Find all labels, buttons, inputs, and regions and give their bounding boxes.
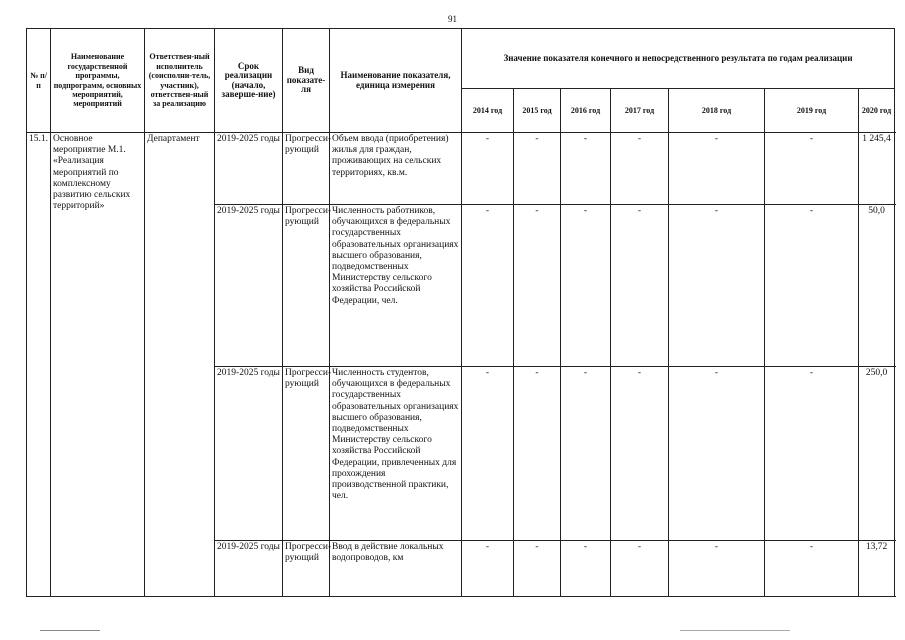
indicator-name-cell: Объем ввода (приобретения) жилья для граждан, проживающих на сельских территориях, кв.м. — [330, 133, 462, 205]
value-cell: - — [765, 541, 859, 597]
value-cell: - — [462, 205, 514, 367]
responsible-executor: Департамент — [145, 133, 215, 597]
header-num: № п/п — [27, 29, 51, 133]
value-cell-2020: 13,72 — [859, 541, 895, 597]
value-cell: - — [462, 541, 514, 597]
value-cell: - — [561, 205, 611, 367]
period-cell: 2019-2025 годы — [215, 205, 283, 367]
header-year: 2014 год — [462, 89, 514, 133]
page-number: 91 — [448, 14, 457, 24]
header-values-group: Значение показателя конечного и непосредственного результата по годам реализации — [462, 29, 895, 89]
value-cell: - — [514, 133, 561, 205]
value-cell-2020: 50,0 — [859, 205, 895, 367]
indicator-type-cell: Прогресси-рующий — [283, 541, 330, 597]
indicator-type-cell: Прогресси-рующий — [283, 205, 330, 367]
row-number: 15.1. — [27, 133, 51, 597]
value-cell: - — [765, 367, 859, 541]
indicator-name-cell: Численность работников, обучающихся в федеральных государственных образовательных организациях высшего образования, подведомственных Министерству сельского хозяйства Российской Федерации, чел. — [330, 205, 462, 367]
value-cell: - — [765, 133, 859, 205]
indicator-table — [26, 28, 895, 597]
header-program: Наименование государственной программы, подпрограмм, основных мероприятий, мероприятий — [51, 29, 145, 133]
value-cell: - — [669, 541, 765, 597]
value-cell: - — [765, 205, 859, 367]
value-cell-2020: 250,0 — [859, 367, 895, 541]
value-cell: - — [561, 367, 611, 541]
indicator-type-cell: Прогресси-рующий — [283, 133, 330, 205]
value-cell: - — [462, 133, 514, 205]
table-row — [27, 133, 895, 205]
header-year: 2019 год — [765, 89, 859, 133]
value-cell: - — [514, 541, 561, 597]
period-cell: 2019-2025 годы — [215, 367, 283, 541]
header-year: 2017 год — [611, 89, 669, 133]
value-cell: - — [561, 541, 611, 597]
header-indicator: Наименование показателя, единица измерения — [330, 29, 462, 133]
period-cell: 2019-2025 годы — [215, 133, 283, 205]
value-cell: - — [669, 205, 765, 367]
value-cell: - — [611, 367, 669, 541]
header-year: 2015 год — [514, 89, 561, 133]
header-period: Срок реализации (начало, заверше-ние) — [215, 29, 283, 133]
value-cell: - — [611, 133, 669, 205]
indicator-name-cell: Численность студентов, обучающихся в федеральных государственных образовательных организациях высшего образования, подведомственных Министерству сельского хозяйства Российской Федерации, привлеченных для прохождения производственной практики, чел. — [330, 367, 462, 541]
value-cell: - — [561, 133, 611, 205]
header-type: Вид показате-ля — [283, 29, 330, 133]
value-cell: - — [669, 133, 765, 205]
value-cell: - — [669, 367, 765, 541]
program-name: Основное мероприятие М.1. «Реализация мероприятий по комплексному развитию сельских территорий» — [51, 133, 145, 597]
value-cell: - — [611, 541, 669, 597]
header-year: 2020 год — [859, 89, 895, 133]
value-cell: - — [514, 367, 561, 541]
header-year: 2016 год — [561, 89, 611, 133]
scan-artifact — [680, 630, 790, 631]
value-cell: - — [514, 205, 561, 367]
indicator-name-cell: Ввод в действие локальных водопроводов, км — [330, 541, 462, 597]
scan-artifact — [40, 630, 100, 631]
header-responsible: Ответствен-ный исполнитель (соисполни-тель, участник), ответствен-ный за реализацию — [145, 29, 215, 133]
value-cell-2020: 1 245,4 — [859, 133, 895, 205]
value-cell: - — [462, 367, 514, 541]
header-year: 2018 год — [669, 89, 765, 133]
period-cell: 2019-2025 годы — [215, 541, 283, 597]
indicator-type-cell: Прогресси-рующий — [283, 367, 330, 541]
value-cell: - — [611, 205, 669, 367]
